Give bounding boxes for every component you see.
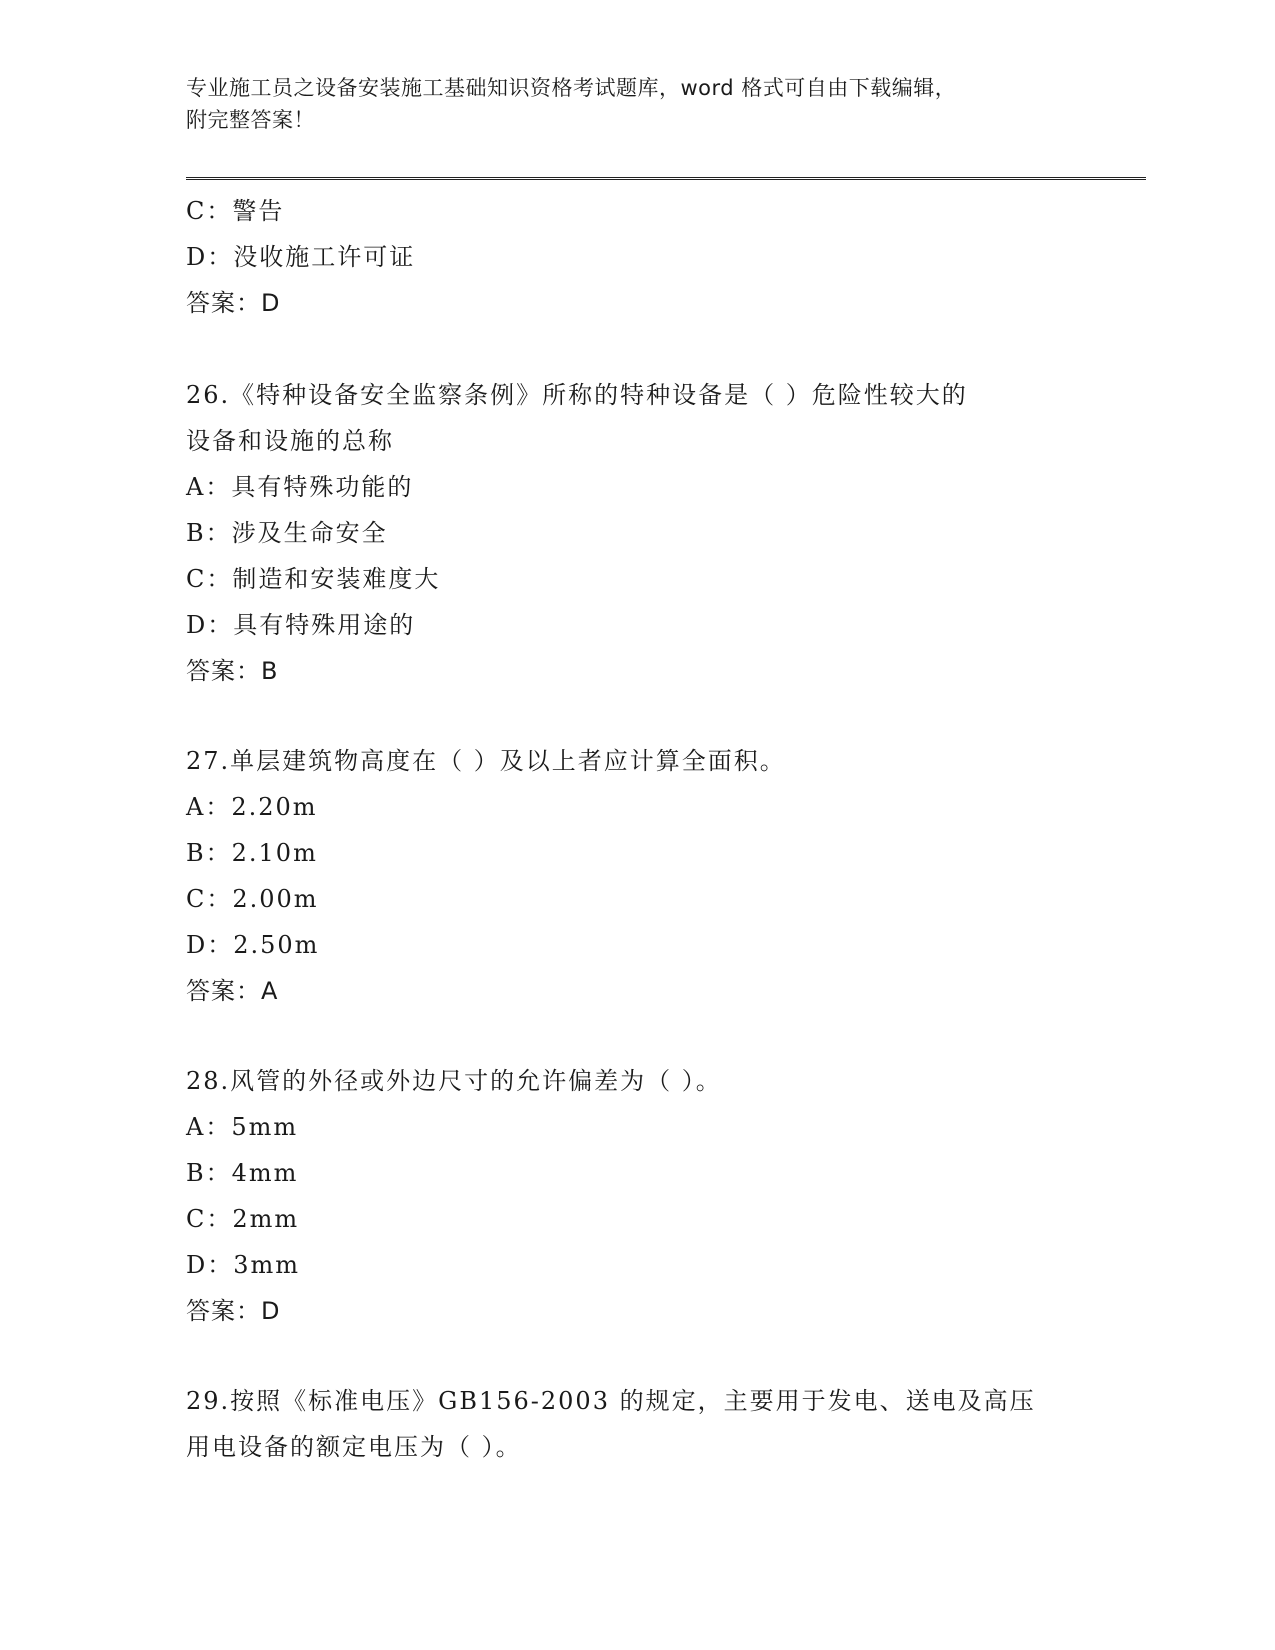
option-d: D：2.50m [186, 931, 320, 959]
option-d: D：3mm [186, 1251, 301, 1279]
question-29 [186, 1378, 1146, 1470]
header-divider [186, 177, 1146, 180]
question-28 [186, 1058, 1146, 1334]
question-list [186, 188, 1146, 1470]
answer-line: 答案：A [186, 977, 279, 1005]
question-stem-cont: 用电设备的额定电压为（ ）。 [186, 1433, 522, 1461]
spacer [186, 694, 1146, 738]
option-b: B：涉及生命安全 [186, 519, 388, 547]
option-c: C：警告 [186, 197, 285, 225]
option-a: A：5mm [186, 1113, 299, 1141]
document-header [186, 72, 1086, 136]
answer-line: 答案：D [186, 289, 281, 317]
question-27 [186, 738, 1146, 1014]
header-line-2: 附完整答案！ [186, 108, 315, 132]
option-d: D：没收施工许可证 [186, 243, 416, 271]
option-b: B：2.10m [186, 839, 318, 867]
option-a: A：具有特殊功能的 [186, 473, 414, 501]
spacer [186, 326, 1146, 372]
option-b: B：4mm [186, 1159, 299, 1187]
question-stem-cont: 设备和设施的总称 [186, 427, 394, 455]
spacer [186, 1334, 1146, 1378]
option-a: A：2.20m [186, 793, 318, 821]
answer-line: 答案：D [186, 1297, 281, 1325]
question-26 [186, 372, 1146, 694]
option-c: C：2mm [186, 1205, 300, 1233]
question-stem: 26.《特种设备安全监察条例》所称的特种设备是（ ）危险性较大的 [186, 381, 968, 409]
option-d: D：具有特殊用途的 [186, 611, 416, 639]
answer-line: 答案：B [186, 657, 279, 685]
question-stem: 29.按照《标准电压》GB156-2003 的规定，主要用于发电、送电及高压 [186, 1387, 1036, 1415]
header-line-1: 专业施工员之设备安装施工基础知识资格考试题库，word 格式可自由下载编辑， [186, 76, 957, 100]
option-c: C：2.00m [186, 885, 319, 913]
spacer [186, 1014, 1146, 1058]
option-c: C：制造和安装难度大 [186, 565, 441, 593]
question-stem: 27.单层建筑物高度在（ ）及以上者应计算全面积。 [186, 747, 786, 775]
question-stem: 28.风管的外径或外边尺寸的允许偏差为（ ）。 [186, 1067, 722, 1095]
